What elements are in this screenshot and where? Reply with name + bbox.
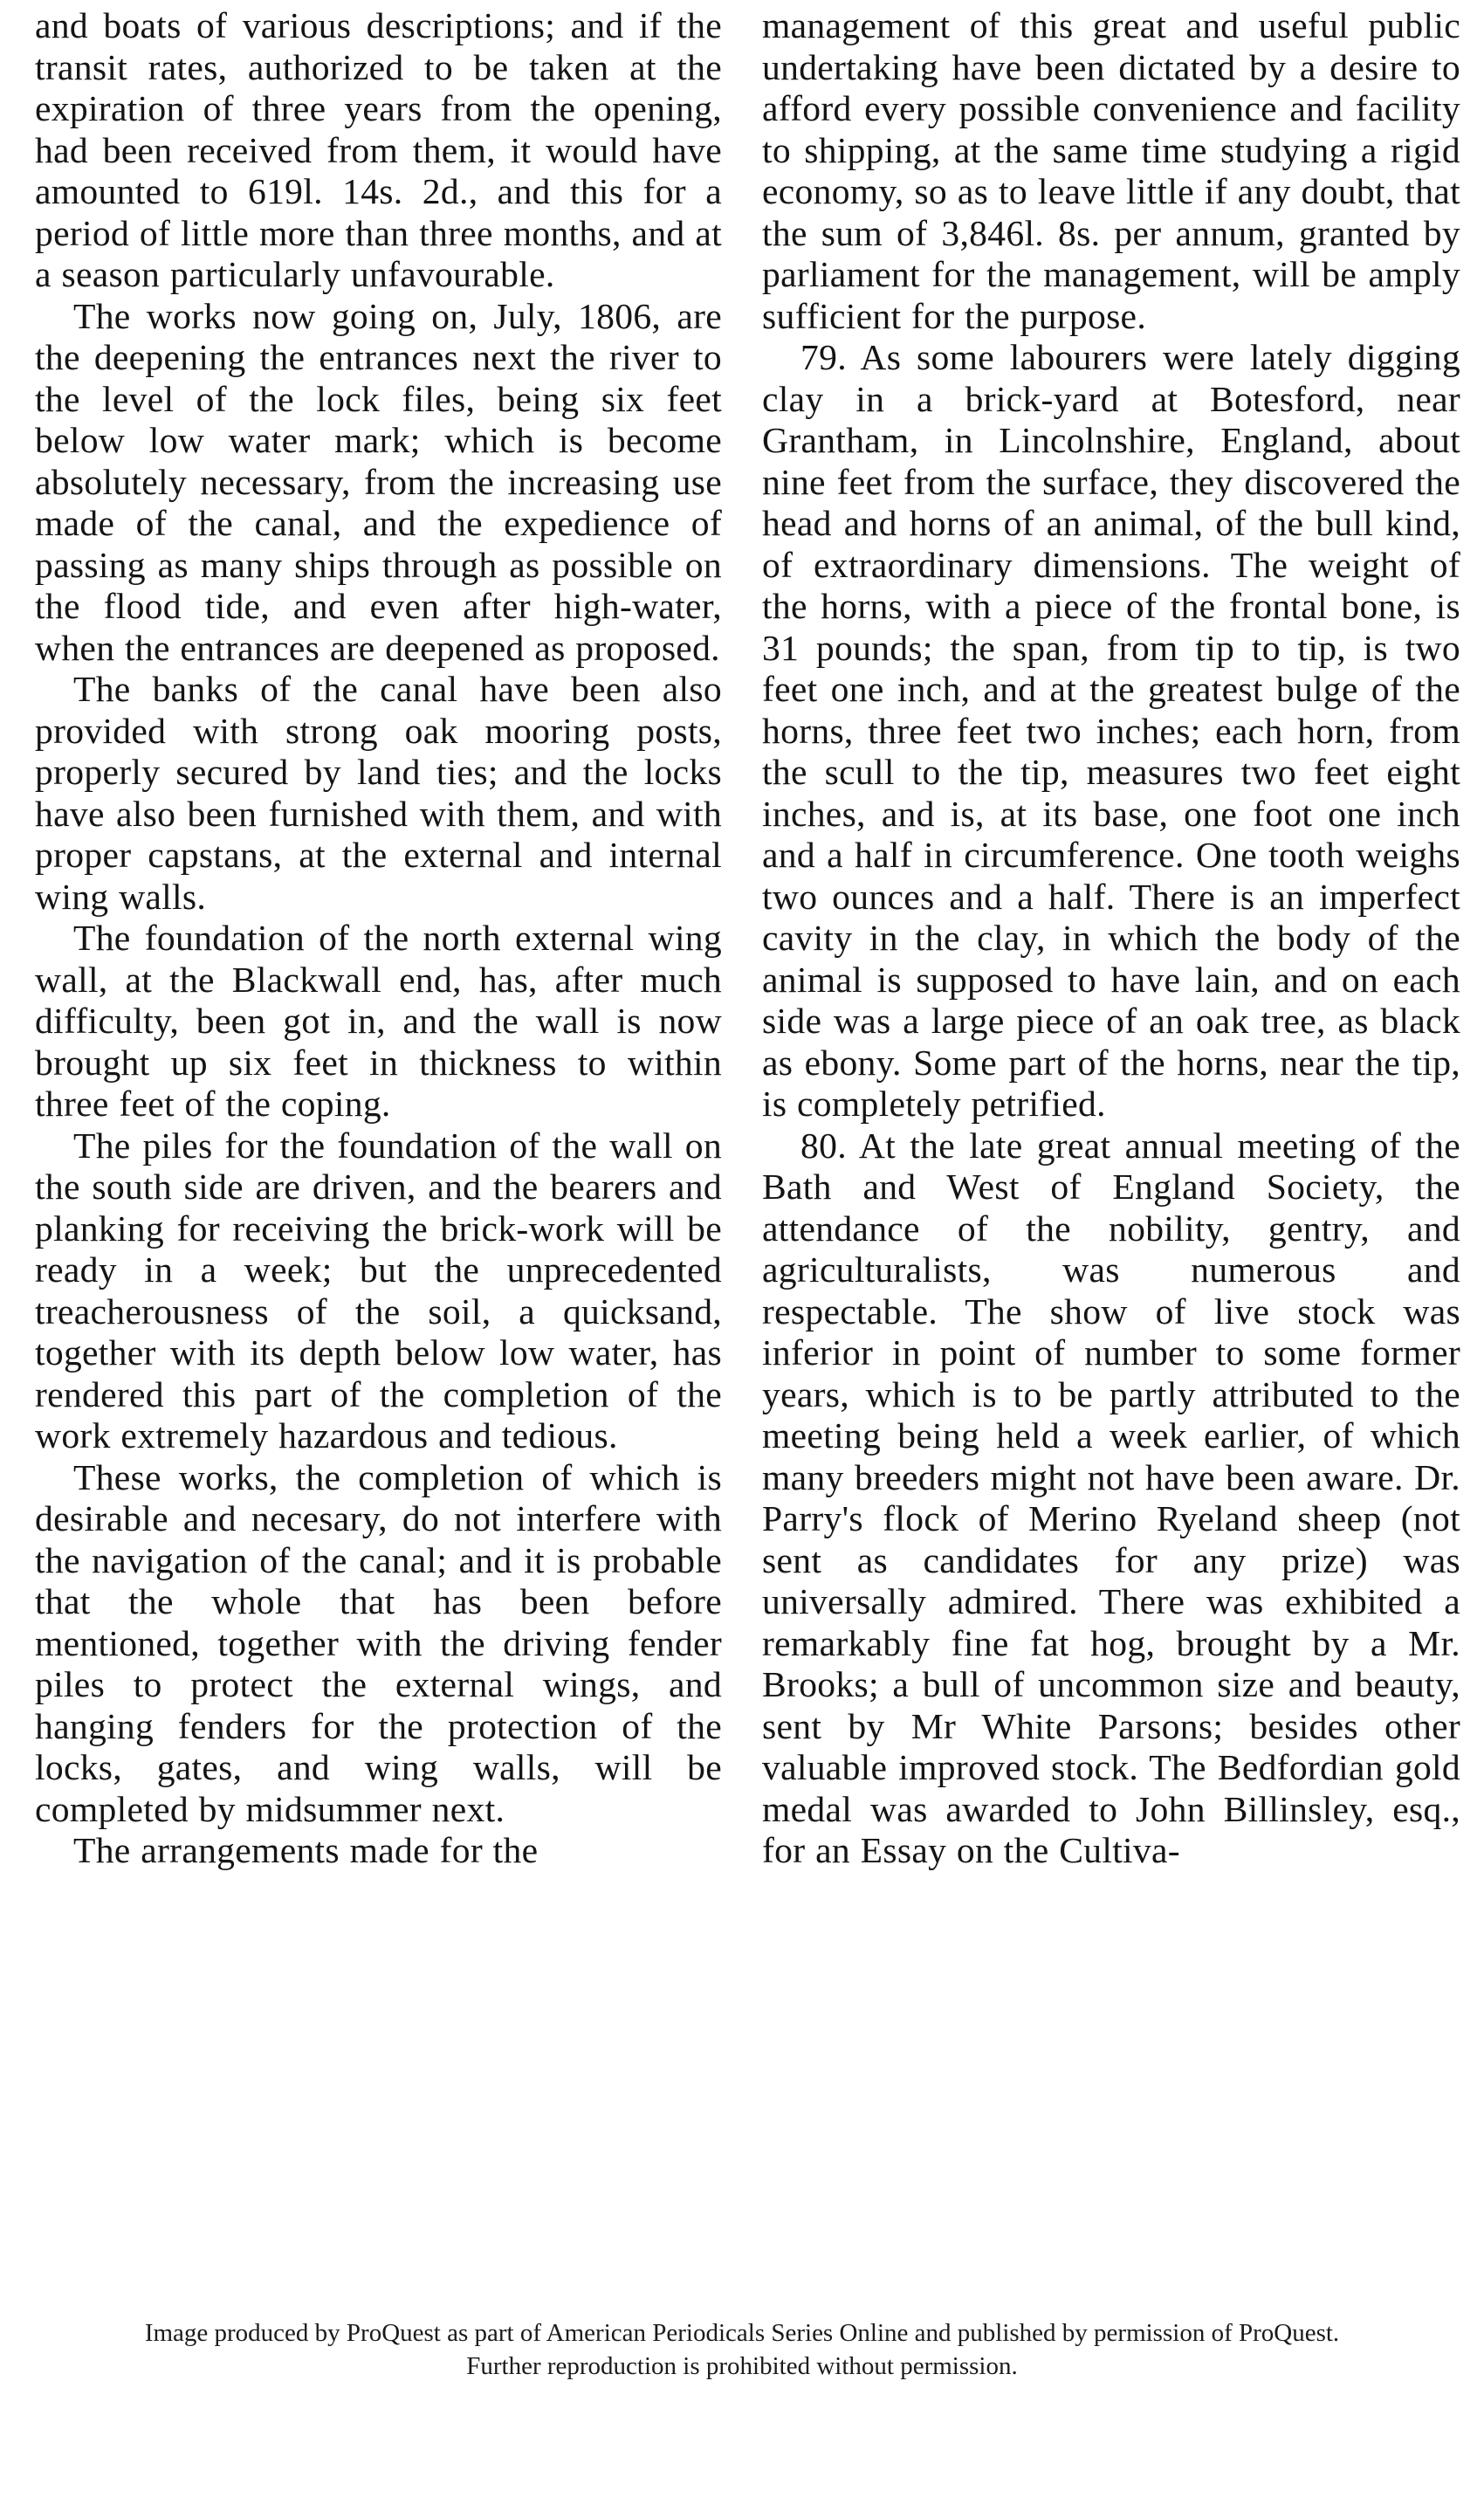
paragraph: 80. At the late great annual meeting of the Bath and West of England Society, the attendance of the nobility, gentry, and agriculturalists, was numerous and respectable. The show of live stock was inferior in point of number to some former years, which is to be partly attributed to the meeting being held a week earlier, of which many breeders might not have been aware. Dr. Parry's flock of Merino Ryeland sheep (not sent as candidates for any prize) was universally admired. There was exhibited a remarkably fine fat hog, brought by a Mr. Brooks; a bull of uncommon size and beauty, sent by Mr White Parsons; besides other valuable improved stock. The Bedfordian gold medal was awarded to John Billinsley, esq., for an Essay on the Cultiva- [762,1125,1460,1870]
paragraph: These works, the completion of which is desirable and necesary, do not interfere with the navigation of the canal; and it is probable that the whole that has been before mentioned, together with the driving fender piles to protect the external wings, and hanging fenders for the protection of the locks, gates, and wing walls, will be completed by midsummer next. [35,1456,722,1829]
left-column [35,5,722,2310]
paragraph: management of this great and useful public undertaking have been dictated by a desire to afford every possible convenience and facility to shipping, at the same time studying a rigid economy, so as to leave little if any doubt, that the sum of 3,846l. 8s. per annum, granted by parliament for the management, will be amply sufficient for the purpose. [762,5,1460,336]
proquest-footer [0,2316,1484,2383]
paragraph: The foundation of the north external wing wall, at the Blackwall end, has, after much difficulty, been got in, and the wall is now brought up six feet in thickness to within three feet of the coping. [35,918,722,1124]
footer-line-2: Further reproduction is prohibited without permission. [466,2352,1018,2380]
paragraph: The banks of the canal have been also provided with strong oak mooring posts, properly secured by land ties; and the locks have also been furnished with them, and with proper capstans, at the external and internal wing walls. [35,669,722,917]
paragraph: The works now going on, July, 1806, are the deepening the entrances next the river to the level of the lock files, being six feet below low water mark; which is become absolutely necessary, from the increasing use made of the canal, and the expedience of passing as many ships through as possible on the flood tide, and even after high-water, when the entrances are deepened as proposed. [35,295,722,668]
footer-line-1: Image produced by ProQuest as part of American Periodicals Series Online and published by permission of ProQuest. [144,2319,1340,2347]
paragraph: The piles for the foundation of the wall on the south side are driven, and the bearers and planking for receiving the brick-work will be ready in a week; but the unprecedented treacherousness of the soil, a quicksand, together with its depth below low water, has rendered this part of the completion of the work extremely hazardous and tedious. [35,1125,722,1455]
paragraph: 79. As some labourers were lately digging clay in a brick-yard at Botesford, near Grantham, in Lincolnshire, England, about nine feet from the surface, they discovered the head and horns of an animal, of the bull kind, of extraordinary dimensions. The weight of the horns, with a piece of the frontal bone, is 31 pounds; the span, from tip to tip, is two feet one inch, and at the greatest bulge of the horns, three feet two inches; each horn, from the scull to the tip, measures two feet eight inches, and is, at its base, one foot one inch and a half in circumference. One tooth weighs two ounces and a half. There is an imperfect cavity in the clay, in which the body of the animal is supposed to have lain, and on each side was a large piece of an oak tree, as black as ebony. Some part of the horns, near the tip, is completely petrified. [762,337,1460,1124]
paragraph: The arrangements made for the [73,1830,539,1870]
paragraph: and boats of various descriptions; and if the transit rates, authorized to be taken at the expiration of three years from the opening, had been received from them, it would have amounted to 619l. 14s. 2d., and this for a period of little more than three months, and at a season particularly unfavourable. [35,5,722,294]
right-column [762,5,1460,2310]
